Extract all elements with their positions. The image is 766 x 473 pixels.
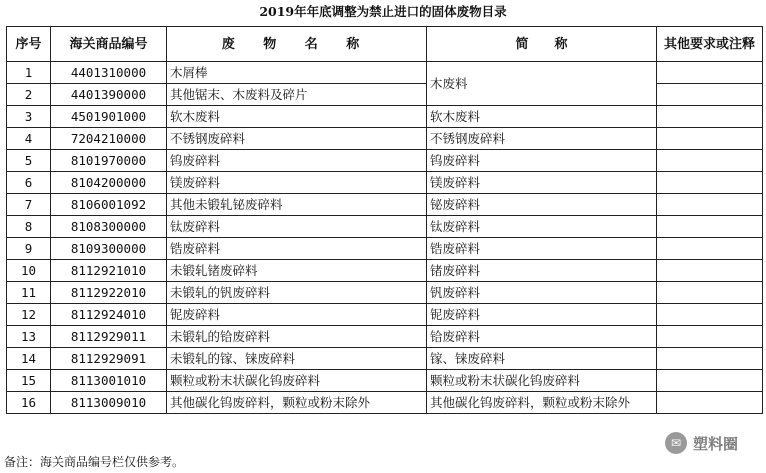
- hs-code: 8101970000: [51, 150, 167, 172]
- row-number: 7: [7, 194, 51, 216]
- waste-name: 钨废碎料: [167, 150, 427, 172]
- short-name: 不锈钢废碎料: [427, 128, 657, 150]
- table-row: [7, 216, 763, 238]
- table-body: [7, 62, 763, 414]
- footnote: 备注：海关商品编号栏仅供参考。: [4, 455, 185, 469]
- hs-code: 8113001010: [51, 370, 167, 392]
- table-row: [7, 194, 763, 216]
- short-name: 镓、铼废碎料: [427, 348, 657, 370]
- row-number: 8: [7, 216, 51, 238]
- short-name: 铪废碎料: [427, 326, 657, 348]
- row-number: 6: [7, 172, 51, 194]
- notes-cell: [657, 106, 763, 128]
- table-row: [7, 238, 763, 260]
- notes-cell: [657, 238, 763, 260]
- wechat-icon: ✉: [665, 432, 687, 454]
- row-number: 3: [7, 106, 51, 128]
- hs-code: 7204210000: [51, 128, 167, 150]
- waste-name: 不锈钢废碎料: [167, 128, 427, 150]
- waste-name: 木屑棒: [167, 62, 427, 84]
- table-title: 2019年年底调整为禁止进口的固体废物目录: [259, 4, 507, 19]
- header-short: 简 称: [427, 27, 657, 62]
- hs-code: 8112924010: [51, 304, 167, 326]
- notes-cell: [657, 260, 763, 282]
- hs-code: 8112922010: [51, 282, 167, 304]
- short-name: 锆废碎料: [427, 238, 657, 260]
- table-row: [7, 282, 763, 304]
- table-header-row: [7, 27, 763, 62]
- notes-cell: [657, 326, 763, 348]
- hs-code: 8112921010: [51, 260, 167, 282]
- short-name: 钨废碎料: [427, 150, 657, 172]
- notes-cell: [657, 150, 763, 172]
- table-row: [7, 392, 763, 414]
- waste-name: 镁废碎料: [167, 172, 427, 194]
- hs-code: 8104200000: [51, 172, 167, 194]
- table-row: [7, 106, 763, 128]
- short-name: 钒废碎料: [427, 282, 657, 304]
- row-number: 13: [7, 326, 51, 348]
- hs-code: 8109300000: [51, 238, 167, 260]
- header-no: 序号: [7, 27, 51, 62]
- hs-code: 8113009010: [51, 392, 167, 414]
- waste-name: 铌废碎料: [167, 304, 427, 326]
- hs-code: 8112929011: [51, 326, 167, 348]
- table-row: [7, 370, 763, 392]
- watermark-brand: 塑料圈: [692, 434, 738, 453]
- notes-cell: [657, 128, 763, 150]
- header-notes: 其他要求或注释: [657, 27, 763, 62]
- hs-code: 8112929091: [51, 348, 167, 370]
- short-name: 其他碳化钨废碎料，颗粒或粉末除外: [427, 392, 657, 414]
- table-row: [7, 62, 763, 84]
- short-name: 颗粒或粉末状碳化钨废碎料: [427, 370, 657, 392]
- row-number: 15: [7, 370, 51, 392]
- short-name: 铋废碎料: [427, 194, 657, 216]
- hs-code: 4501901000: [51, 106, 167, 128]
- waste-name: 未锻轧的钒废碎料: [167, 282, 427, 304]
- row-number: 14: [7, 348, 51, 370]
- header-code: 海关商品编号: [51, 27, 167, 62]
- row-number: 5: [7, 150, 51, 172]
- table-row: [7, 128, 763, 150]
- waste-name: 未锻轧的镓、铼废碎料: [167, 348, 427, 370]
- notes-cell: [657, 348, 763, 370]
- row-number: 11: [7, 282, 51, 304]
- hs-code: 4401390000: [51, 84, 167, 106]
- notes-cell: [657, 282, 763, 304]
- row-number: 16: [7, 392, 51, 414]
- short-name: 锗废碎料: [427, 260, 657, 282]
- table-row: [7, 260, 763, 282]
- short-name: 镁废碎料: [427, 172, 657, 194]
- waste-name: 其他碳化钨废碎料，颗粒或粉末除外: [167, 392, 427, 414]
- notes-cell: [657, 172, 763, 194]
- hs-code: 8108300000: [51, 216, 167, 238]
- waste-name: 软木废料: [167, 106, 427, 128]
- table-row: [7, 304, 763, 326]
- notes-cell: [657, 216, 763, 238]
- row-number: 9: [7, 238, 51, 260]
- short-name: 软木废料: [427, 106, 657, 128]
- row-number: 4: [7, 128, 51, 150]
- hs-code: 4401310000: [51, 62, 167, 84]
- row-number: 12: [7, 304, 51, 326]
- table-row: [7, 150, 763, 172]
- waste-name: 颗粒或粉末状碳化钨废碎料: [167, 370, 427, 392]
- row-number: 2: [7, 84, 51, 106]
- waste-name: 其他未锻轧铋废碎料: [167, 194, 427, 216]
- notes-cell: [657, 392, 763, 414]
- header-name: 废 物 名 称: [167, 27, 427, 62]
- waste-name: 未锻轧的铪废碎料: [167, 326, 427, 348]
- waste-name: 未锻轧锗废碎料: [167, 260, 427, 282]
- table-row: [7, 172, 763, 194]
- row-number: 1: [7, 62, 51, 84]
- waste-name: 其他锯末、木废料及碎片: [167, 84, 427, 106]
- short-name-merged: 木废料: [427, 62, 657, 106]
- watermark: [665, 432, 738, 454]
- short-name: 钛废碎料: [427, 216, 657, 238]
- waste-name: 锆废碎料: [167, 238, 427, 260]
- row-number: 10: [7, 260, 51, 282]
- short-name: 铌废碎料: [427, 304, 657, 326]
- notes-cell: [657, 304, 763, 326]
- waste-name: 钛废碎料: [167, 216, 427, 238]
- notes-cell: [657, 194, 763, 216]
- notes-cell: [657, 84, 763, 106]
- waste-table: [6, 26, 763, 414]
- table-row: [7, 348, 763, 370]
- notes-cell: [657, 62, 763, 84]
- table-row: [7, 326, 763, 348]
- notes-cell: [657, 370, 763, 392]
- hs-code: 8106001092: [51, 194, 167, 216]
